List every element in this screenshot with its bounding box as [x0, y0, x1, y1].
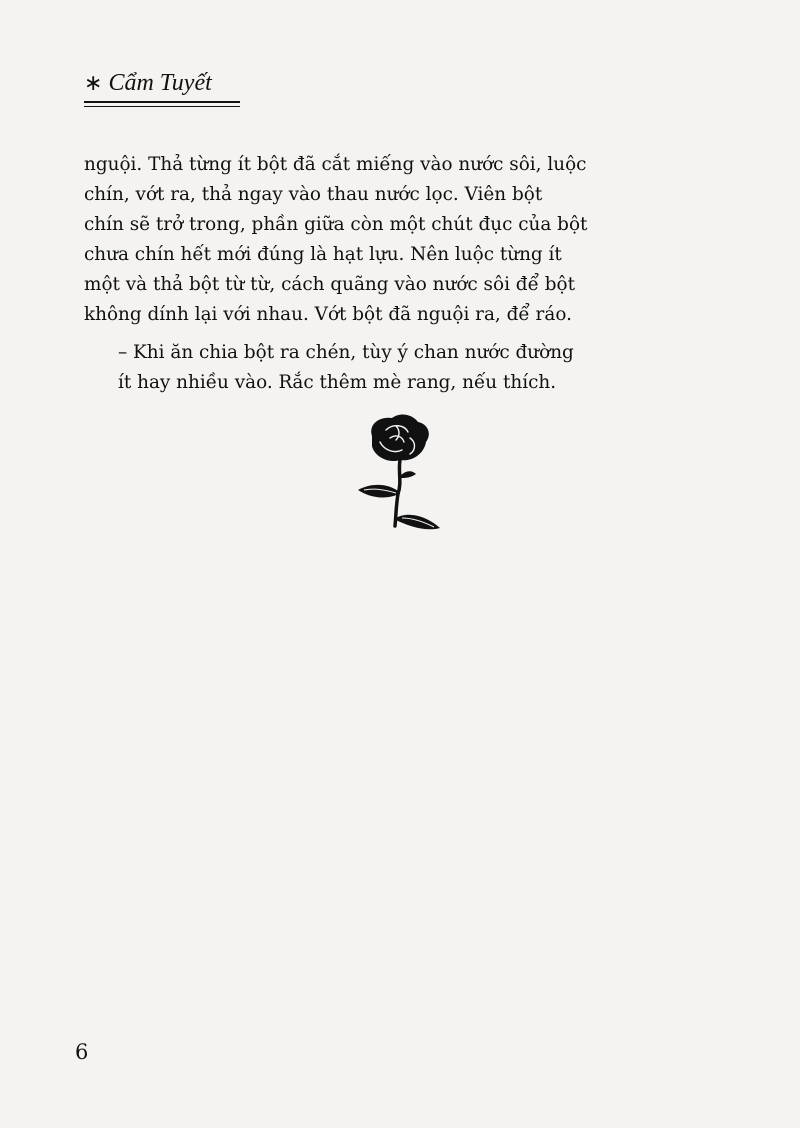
- body-text: [84, 150, 720, 398]
- running-header: [84, 68, 240, 107]
- page-number: 6: [75, 1040, 89, 1064]
- header-rule-secondary: [84, 106, 240, 107]
- header-rule: [84, 101, 240, 103]
- text-line: – Khi ăn chia bột ra chén, tùy ý chan nước đường: [118, 342, 574, 363]
- rose-icon: [350, 408, 450, 538]
- text-line: không dính lại với nhau. Vớt bột đã nguội ra, để ráo.: [84, 304, 572, 325]
- paragraph-1: [84, 150, 720, 330]
- text-line: một và thả bột từ từ, cách quãng vào nước sôi để bột: [84, 274, 575, 295]
- asterisk-icon: ∗: [84, 70, 103, 95]
- paragraph-2: [84, 338, 720, 398]
- header-title: Cẩm Tuyết: [108, 70, 212, 96]
- header-title-line: [84, 68, 240, 98]
- text-line: chưa chín hết mới đúng là hạt lựu. Nên luộc từng ít: [84, 244, 562, 265]
- text-line: chín sẽ trở trong, phần giữa còn một chút đục của bột: [84, 214, 588, 235]
- text-line: ít hay nhiều vào. Rắc thêm mè rang, nếu thích.: [118, 372, 557, 393]
- text-line: nguội. Thả từng ít bột đã cắt miếng vào nước sôi, luộc: [84, 154, 587, 175]
- text-line: chín, vớt ra, thả ngay vào thau nước lọc. Viên bột: [84, 184, 543, 205]
